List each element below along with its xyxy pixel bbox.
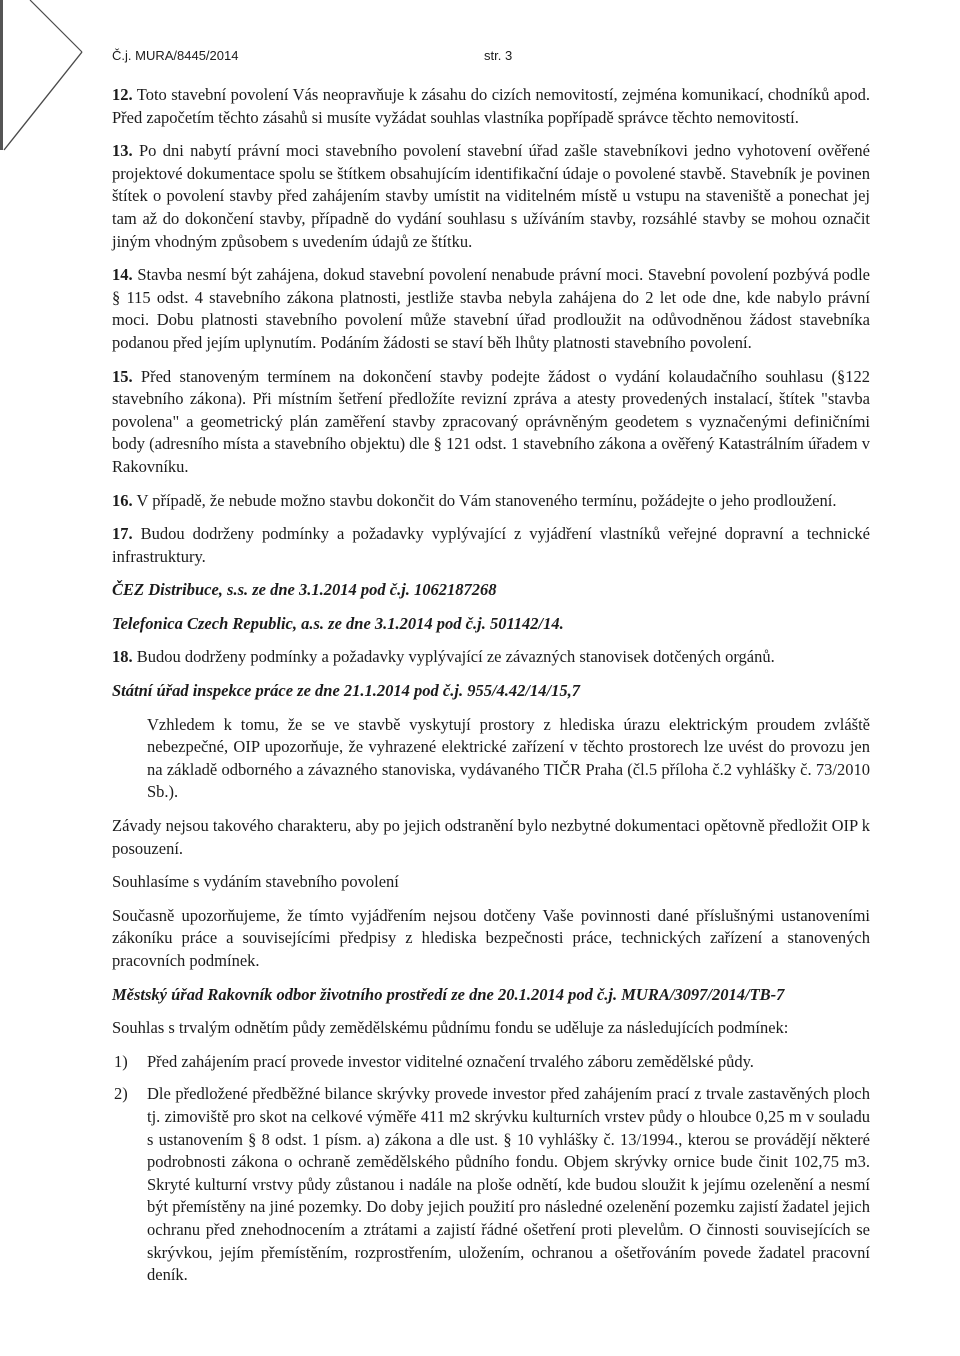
section-text: Toto stavební povolení Vás neopravňuje k zásahu do cizích nemovitostí, zejména komunikací, chodníků apod. Před započetím těchto zásahů si musíte vyžádat souhlas vlastníka popřípadě správce těchto nemovitostí.	[112, 85, 870, 127]
sip-paragraph-1: Závady nejsou takového charakteru, aby po jejich odstranění bylo nezbytné dokumentaci opětovně předložit OIP k posouzení.	[112, 816, 870, 858]
sip-paragraph-2: Souhlasíme s vydáním stavebního povolení	[112, 872, 399, 892]
section-number: 15.	[112, 366, 133, 386]
section-18	[112, 646, 870, 669]
heading-mu: Městský úřad Rakovník odbor životního prostředí ze dne 20.1.2014 pod č.j. MURA/3097/2014/TB-7	[112, 984, 785, 1004]
list-item	[112, 1083, 870, 1286]
section-15	[112, 366, 870, 479]
section-number: 14.	[112, 265, 133, 285]
conditions-list	[112, 1051, 870, 1287]
reference-number: Č.j. MURA/8445/2014	[112, 48, 239, 63]
section-number: 18.	[112, 647, 133, 667]
section-number: 17.	[112, 524, 133, 544]
list-item	[112, 1051, 870, 1074]
section-text: Budou dodrženy podmínky a požadavky vyplývající z vyjádření vlastníků veřejné dopravní a technické infrastruktury.	[112, 524, 870, 566]
section-text: Před stanoveným termínem na dokončení stavby podejte žádost o vydání kolaudačního souhlasu (§122 stavebního zákona). Při místním šetření předložíte revizní zpráva a atesty provedených instalací, štítek "stavba povolena" a geometrický plán zaměření stavby zpracovaný oprávněným geodetem s vyznačenými definičními body (adresního místa a stavebního objektu) dle § 121 odst. 1 stavebního zákona a ověřený Katastrálním úřadem v Rakovníku.	[112, 366, 871, 476]
document-page	[112, 48, 870, 1297]
list-marker: 2)	[114, 1084, 128, 1104]
section-number: 13.	[112, 141, 133, 161]
section-13	[112, 140, 870, 253]
sip-paragraph-3: Současně upozorňujeme, že tímto vyjádřením nejsou dotčeny Vaše povinnosti dané příslušnými ustanoveními zákoníku práce a souvisejícími předpisy z hlediska bezpečnosti práce, technických zařízení a stanovených pracovních podmínek.	[112, 905, 870, 970]
section-text: Po dni nabytí právní moci stavebního povolení stavební úřad zašle stavebníkovi jedno vyhotovení ověřené projektové dokumentace spolu se štítkem obsahujícím identifikační údaje o povolené stavbě. Stavebník je povinen štítek o povolení stavby před zahájením stavby umístit na viditelném místě u vstupu na staveniště a ponechat jej tam až do dokončení stavby, případně do vydání souhlasu s užíváním stavby, rozsáhlé stavby se mohou označit jiným vhodným způsobem s uvedením údajů ze štítku.	[112, 141, 871, 251]
list-item-text: Dle předložené předběžné bilance skrývky provede investor před zahájením prací z trvale zastavěných ploch tj. zimoviště pro skot na celkové výměře 411 m2 skrývku kulturních vrstev půdy o hloubce 0,25 m v souladu s ustanovením § 8 odst. 1 písm. a) zákona a dle ust. § 10 vyhlášky č. 13/1994., kterou se provádějí některé podrobnosti zákona o ochraně zemědělského půdního fondu. Objem skrývky ornice bude činit 102,75 m3. Skryté kulturní vrstvy půdy zůstanou i nadále na ploše odnětí, kde budou sloužit k jejímu ozelenění a nesmí být přemístěny na jiné pozemky. Do doby jejich použití pro následné ozelenění pozemku zajistí žadatel jejich ochranu před znehodnocením a ztrátami a zajistí řádné ošetření proti plevelům. O činnosti souvisejících se skrývkou, jejím přemístěním, rozprostřením, uložením, ochranou a ošetřováním povede žadatel pracovní deník.	[147, 1084, 870, 1285]
list-marker: 1)	[114, 1051, 128, 1071]
section-14	[112, 264, 870, 354]
section-number: 12.	[112, 85, 133, 104]
page-header	[112, 48, 870, 72]
section-text: Budou dodrženy podmínky a požadavky vyplývající ze závazných stanovisek dotčených orgánů.	[136, 647, 775, 667]
page-number: str. 3	[484, 48, 513, 63]
sip-indented-paragraph: Vzhledem k tomu, že se ve stavbě vyskytují prostory z hlediska úrazu elektrickým proudem zvláště nebezpečné, OIP upozorňuje, že vyhrazené elektrické zařízení v těchto prostorech lze uvést do provozu jen na základě odborného a závazného stanoviska, vydávaného TIČR Praha (čl.5 příloha č.2 vyhlášky č. 73/2010 Sb.).	[147, 714, 870, 802]
section-number: 16.	[112, 490, 133, 510]
section-12	[112, 84, 870, 129]
section-text: Stavba nesmí být zahájena, dokud stavební povolení nenabude právní moci. Stavební povolení pozbývá podle § 115 odst. 4 stavebního zákona platnosti, jestliže stavba nebyla zahájena do 2 let ode dne, kde nabylo právní moci. Dobu platnosti stavebního povolení může stavební úřad prodloužit na odůvodněnou žádost stavebníka podanou před jejím uplynutím. Podáním žádosti se staví běh lhůty platnosti stavebního povolení.	[112, 265, 870, 352]
heading-sip: Státní úřad inspekce práce ze dne 21.1.2014 pod č.j. 955/4.42/14/15,7	[112, 681, 580, 701]
section-17	[112, 523, 870, 568]
section-text: V případě, že nebude možno stavbu dokončit do Vám stanoveného termínu, požádejte o jeho prodloužení.	[136, 490, 837, 510]
mu-intro: Souhlas s trvalým odnětím půdy zemědělskému půdnímu fondu se uděluje za následujících podmínek:	[112, 1018, 789, 1038]
section-16	[112, 490, 870, 513]
heading-cez: ČEZ Distribuce, s.s. ze dne 3.1.2014 pod č.j. 1062187268	[112, 580, 497, 600]
list-item-text: Před zahájením prací provede investor viditelné označení trvalého záboru zemědělské půdy.	[147, 1051, 754, 1071]
heading-telefonica: Telefonica Czech Republic, a.s. ze dne 3.1.2014 pod č.j. 501142/14.	[112, 613, 564, 633]
